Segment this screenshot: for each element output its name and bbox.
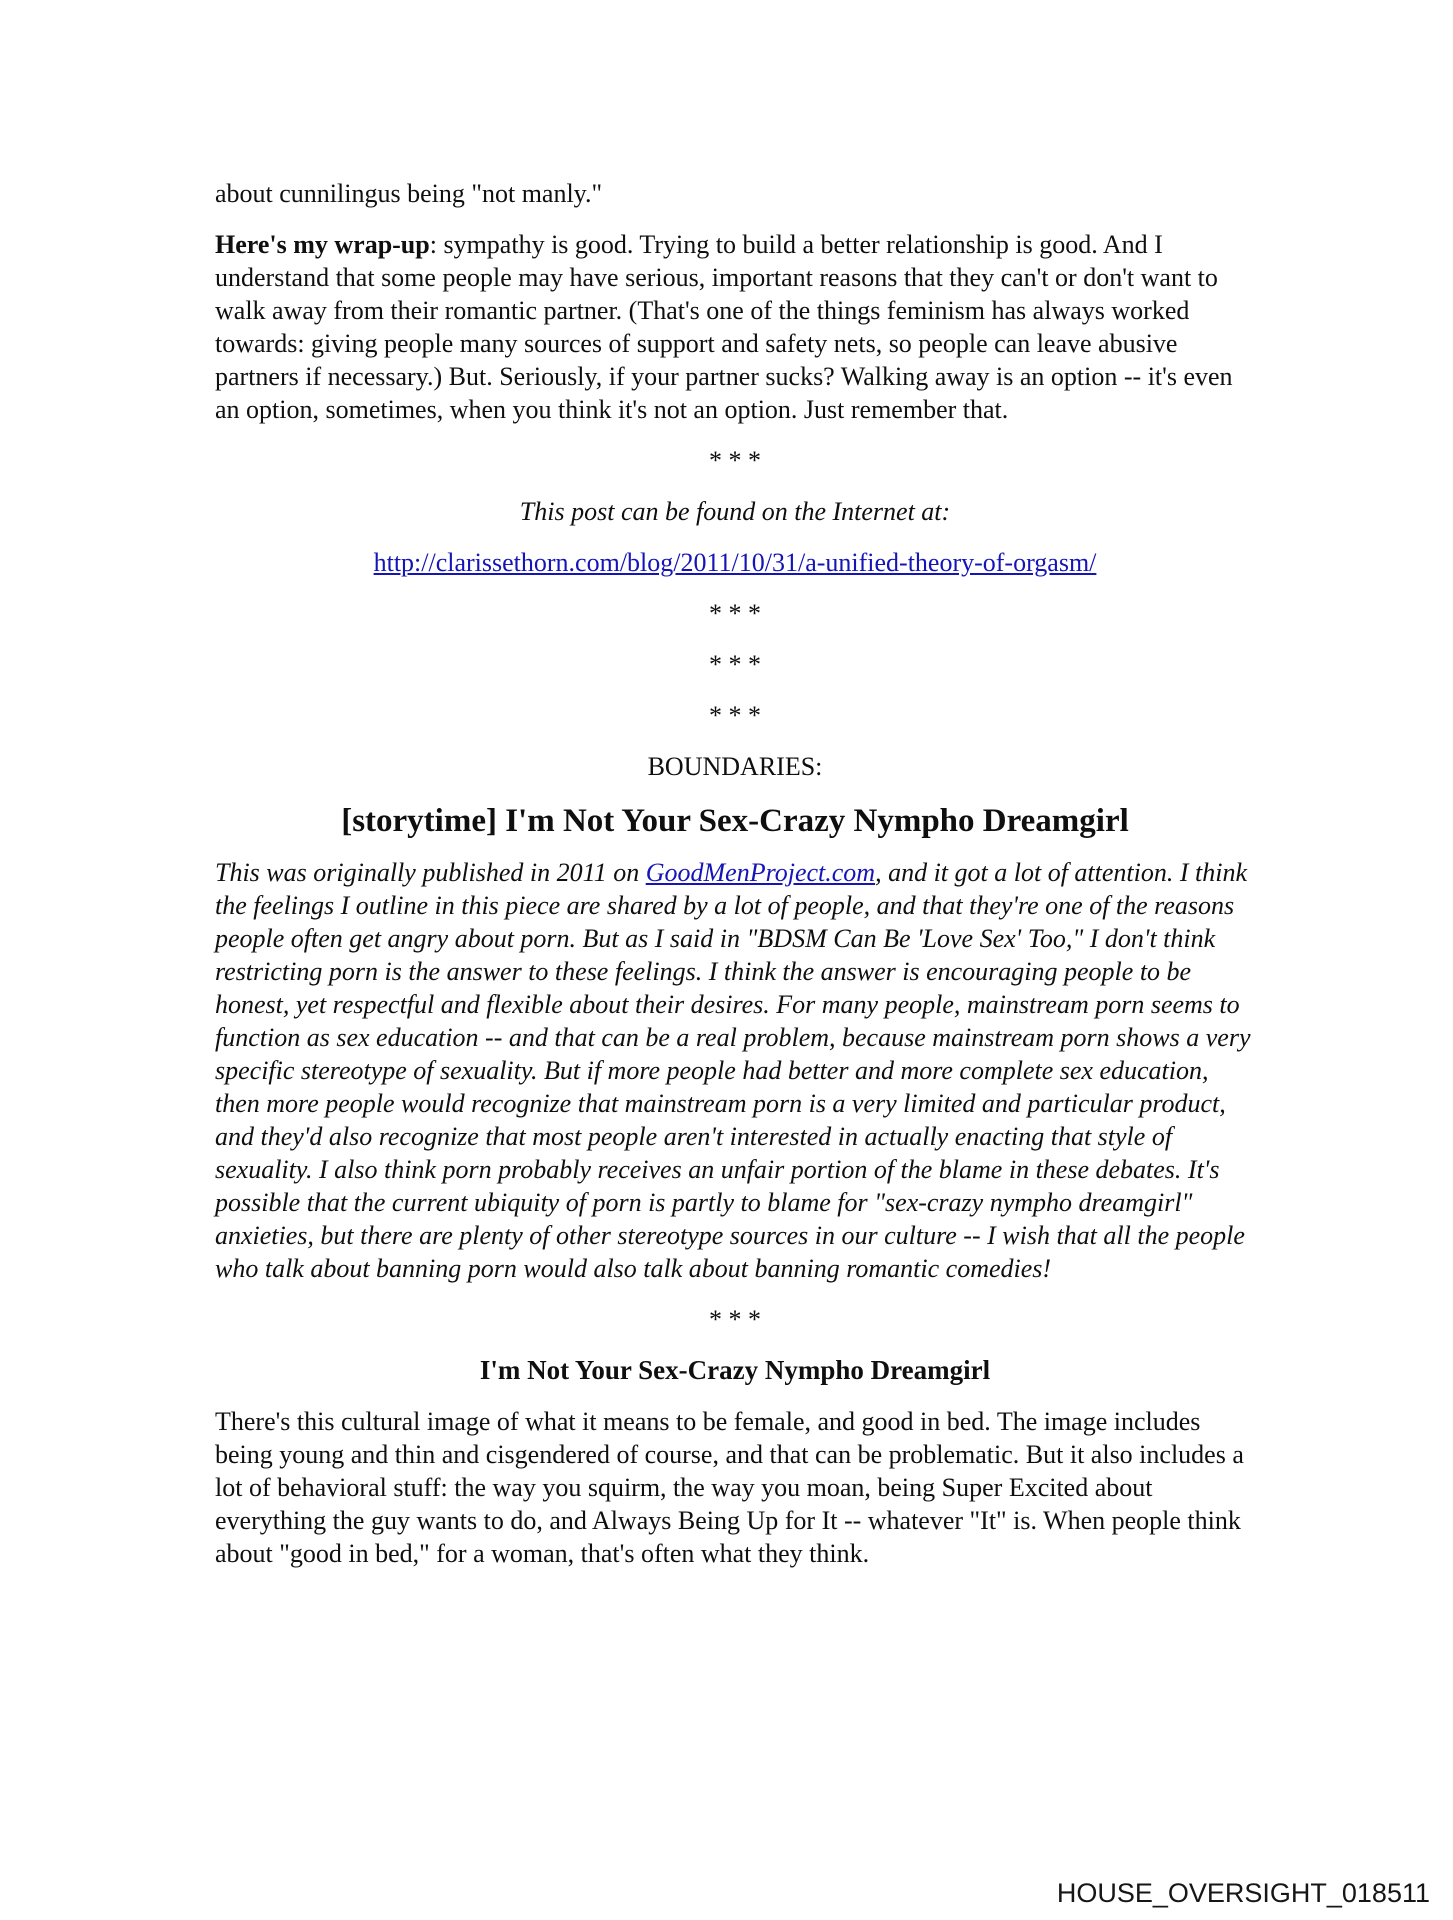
section-separator: * * * — [709, 701, 761, 730]
bates-number: HOUSE_OVERSIGHT_018511 — [1056, 1878, 1430, 1908]
wrapup-body-text: : sympathy is good. Trying to build a better relationship is good. And I understand that some people may have serious, important reasons that they can't or don't want to walk away from their romantic partner. (That's one of the things feminism has always worked towards: giving people many sources of support and safety nets, so people can leave abusive partners if necessary.) But. Seriously, if your partner sucks? Walking away is an option -- it's even an option, sometimes, when you think it's not an option. Just remember that. — [215, 230, 1233, 424]
post-location-note: This post can be found on the Internet at: — [519, 497, 951, 526]
document-content — [215, 177, 1255, 1588]
section-separator: * * * — [709, 599, 761, 628]
paragraph-wrapup — [215, 228, 1255, 426]
paragraph-intro-note — [215, 856, 1255, 1285]
wrapup-lead-text: Here's my wrap-up — [215, 230, 430, 259]
section-separator: * * * — [709, 1305, 761, 1334]
goodmenproject-link[interactable]: GoodMenProject.com — [645, 858, 876, 887]
chapter-title: [storytime] I'm Not Your Sex-Crazy Nympho Dreamgirl — [341, 803, 1129, 839]
section-separator: * * * — [709, 446, 761, 475]
boundaries-label: BOUNDARIES: — [647, 752, 823, 781]
paragraph-story: There's this cultural image of what it means to be female, and good in bed. The image includes being young and thin and cisgendered of course, and that can be problematic. But it also includes a lot of behavioral stuff: the way you squirm, the way you moan, being Super Excited about everything the guy wants to do, and Always Being Up for It -- whatever "It" is. When people think about "good in bed," for a woman, that's often what they think. — [215, 1407, 1244, 1568]
paragraph-opening-fragment: about cunnilingus being "not manly." — [215, 179, 603, 208]
intro-note-before-link: This was originally published in 2011 on — [215, 858, 646, 887]
intro-note-after-link: , and it got a lot of attention. I think the feelings I outline in this piece are shared by a lot of people, and that they're one of the reasons people often get angry about porn. But as I said in "BDSM Can Be 'Love Sex' Too," I don't think restricting porn is the answer to these feelings. I think the answer is encouraging people to be honest, yet respectful and flexible about their desires. For many people, mainstream porn seems to function as sex education -- and that can be a real problem, because mainstream porn shows a very specific stereotype of sexuality. But if more people had better and more complete sex education, then more people would recognize that mainstream porn is a very limited and particular product, and they'd also recognize that most people aren't interested in actually enacting that style of sexuality. I also think porn probably receives an unfair portion of the blame in these debates. It's possible that the current ubiquity of porn is partly to blame for "sex-crazy nympho dreamgirl" anxieties, but there are plenty of other stereotype sources in our culture -- I wish that all the people who talk about banning porn would also talk about banning romantic comedies! — [215, 858, 1251, 1283]
section-separator: * * * — [709, 650, 761, 679]
post-url-link[interactable]: http://clarissethorn.com/blog/2011/10/31/a-unified-theory-of-orgasm/ — [373, 548, 1097, 577]
story-title: I'm Not Your Sex-Crazy Nympho Dreamgirl — [479, 1355, 991, 1385]
post-url-line — [215, 546, 1255, 579]
